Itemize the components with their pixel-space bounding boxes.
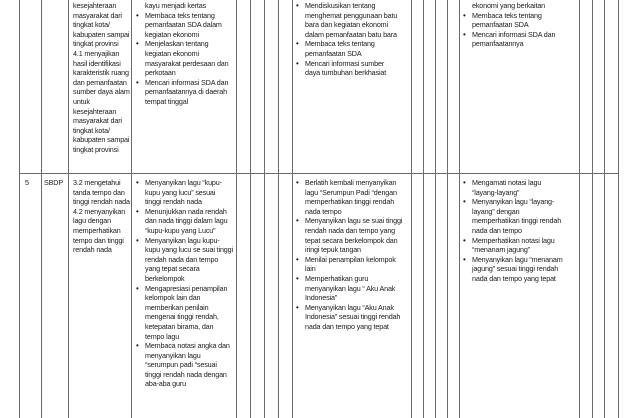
subject-name: SBDP [44,178,63,187]
sbdp-kegiatan-cell [296,178,410,332]
cell-text-line: tingkat kota/ [73,20,110,30]
cell-text-line: sumber daya alam [73,87,130,97]
cell-text-line: dan pemanfaatan [73,77,127,87]
cell-text-line: 4.2 menyanyikan [73,206,126,216]
cell-text-line: • Membaca teks tentang [472,10,542,20]
cell-text-line: pemanfaatannya di daerah [145,87,227,97]
cell-text-line: masyarakat dari [73,116,122,126]
cell-text-line: tingkat provinsi [73,39,119,49]
bullet-item [136,39,236,77]
cell-text-line: ketepatan birama, dan [145,321,214,331]
cell-text-line: karakteristik ruang [73,68,129,78]
cell-text-line: daya tumbuhan berkhasiat [305,68,387,78]
cell-text-line: • Mencari informasi SDA dan [145,77,229,87]
cell-text-line: 4.1 menyajikan [73,48,120,58]
cell-text-line: • Mengapresiasi penampilan [145,283,228,293]
cell-text-line: memperhatikan tinggi rendah [472,216,562,226]
cell-text-line: tinggi rendah nada dengan [145,369,227,379]
cell-text-line: pemanfaatan SDA [305,48,362,58]
continuation-text [136,1,236,11]
cell-text-line: nada dan tempo [472,225,522,235]
upper-last-cell [463,1,578,49]
col-border [604,0,605,418]
cell-text-line: • Menyanyikan lagu “Aku Anak [305,302,394,312]
cell-text-line: kegiatan ekonomi [145,29,199,39]
bullet-item [136,178,236,207]
col-border [131,0,132,418]
cell-text-line: memperhatikan [73,225,121,235]
cell-text-line: Indonesia” sesuai tinggi rendah [305,312,401,322]
cell-text-line: iringi tepuk tangan [305,245,361,255]
row-border [19,173,619,174]
upper-materi-cell [136,1,236,107]
cell-text-line: • Membaca notasi angka dan [145,341,230,351]
cell-text-line: dan nada tinggi dalam lagu [145,216,228,226]
cell-text-line: kegiatan ekonomi [145,48,199,58]
cell-text-line: kesejahteraan [73,1,117,10]
cell-text-line: tinggi rendah nada [73,197,130,207]
cell-text-line: untuk [73,96,90,106]
cell-text-line: • Menyanyikan lagu “layang- [472,197,555,207]
bullet-item [296,59,410,78]
cell-text-line: rendah nada dan tempo yang [305,225,396,235]
bullet-item [136,11,236,40]
bullet-item [136,341,236,389]
cell-text-line: tempo lagu [145,331,180,341]
cell-text-line: • Menyanyikan lagu se suai tinggi [305,216,403,226]
col-border [579,0,580,418]
cell-text-line: 3.2 mengetahui [73,178,121,187]
col-border [68,0,69,418]
cell-text-line: memperhatikan tinggi rendah [305,197,395,207]
bullet-list [463,1,578,49]
col-border [423,0,424,418]
row-number: 5 [25,178,29,187]
bullet-item [296,274,410,303]
cell-text-line: masyarakat dari [73,10,122,20]
bullet-list [136,1,236,107]
cell-text-line: • Membaca teks tentang [145,10,215,20]
cell-text-line: perkotaan [145,68,176,78]
bullet-item [463,11,578,30]
cell-text-line: berkelompok [145,273,185,283]
cell-text-line: • Menyanyikan lagu kupu- [145,235,220,245]
cell-text-line: nada dan tempo yang tepat [305,321,389,331]
sbdp-last-cell [463,178,578,284]
continuation-text [463,1,578,11]
sbdp-kd-cell [73,178,130,255]
cell-text-line: nada tempo [305,206,342,216]
col-border [264,0,265,418]
bullet-item [296,178,410,216]
bullet-item [136,78,236,107]
cell-text-line: pemanfaatan SDA dalam [145,20,222,30]
bullet-list [296,178,410,332]
cell-text-line: • Berlatih kembali menyanyikan [305,178,397,187]
cell-text-line: lagu “Serumpun Padi “dengan [305,187,397,197]
cell-text-line: “menanam jagung” [472,245,530,255]
cell-text-line: tingkat provinsi [73,144,119,154]
cell-text-line: “layang-layang” [472,187,520,197]
cell-text-line: “kupu-kupu yang Lucu” [145,225,216,235]
cell-text-line: rendah nada [73,245,112,255]
cell-text-line: layang” dengan [472,206,520,216]
cell-text-line: mengenai tinggi rendah, [145,312,219,322]
cell-text-line: memberikan penilain [145,302,209,312]
bullet-item [296,39,410,58]
col-border [250,0,251,418]
cell-text-line: • Menunjukkan nada rendah [145,206,227,216]
cell-text-line: tanda tempo dan [73,187,125,197]
cell-text-line: • Membaca teks tentang [305,39,375,49]
cell-text-line: aba-aba guru [145,379,186,389]
col-border [292,0,293,418]
bullet-item [136,284,236,342]
bullet-item [136,207,236,236]
bullet-list [463,178,578,284]
bullet-list [136,178,236,389]
col-border [236,0,237,418]
bullet-item [296,303,410,332]
cell-text-line: tempo dan tinggi [73,235,124,245]
cell-text-line: dalam pemanfaatan batu bara [305,29,397,39]
cell-text-line: nada dan tempo yang tepat [472,273,556,283]
cell-text-line: tepat secara berkelompok dan [305,235,398,245]
col-border [411,0,412,418]
cell-text-line: Indonesia” [305,293,338,303]
cell-text-line: tinggi rendah nada [145,197,202,207]
bullet-item [463,178,578,197]
cell-text-line: • Memperhatikan notasi lagu [472,235,555,245]
cell-text-line: rendah nada dan tempo [145,254,219,264]
cell-text-line: tempat tinggal [145,96,189,106]
cell-text-line: menyanyikan lagu “ Aku Anak [305,283,396,293]
cell-text-line: lagu dengan [73,216,111,226]
bullet-item [296,255,410,274]
bullet-list [296,1,410,78]
cell-text-line: • Mengamati notasi lagu [472,178,542,187]
upper-kegiatan-cell [296,1,410,78]
col-border [41,0,42,418]
bullet-item [136,236,236,284]
cell-text-line: • Memperhatikan guru [305,273,369,283]
cell-text-line: masyarakat perdesaan dan [145,58,229,68]
cell-text-line: • Menilai penampilan kelompok [305,254,396,264]
bullet-item [296,1,410,39]
cell-text-line: • Mencari informasi sumber [305,58,385,68]
col-border [592,0,593,418]
bullet-item [296,216,410,254]
cell-text-line: bara dan kegiatan ekonomi [305,20,388,30]
cell-text-line: pemanfaatan SDA [472,20,529,30]
sbdp-materi-cell [136,178,236,389]
cell-text-line: • Mencari informasi SDA dan [472,29,556,39]
cell-text-line: pemanfaatannya [472,39,524,49]
upper-kd-cell [73,1,130,155]
bullet-item [463,255,578,284]
cell-text-line: ekonomi yang berkaitan [472,1,546,10]
col-border [435,0,436,418]
cell-text-line: kupu yang lucu se suai tinggi [145,245,233,255]
cell-text-line: kabupaten sampai [73,135,130,145]
cell-text-line: kesejahteraan [73,106,117,116]
cell-text-line: • Menyanyikan lagu “kupu- [145,178,222,187]
col-border [19,0,20,418]
cell-text-line: • Menjelaskan tentang [145,39,209,49]
cell-text-line: menghemat penggunaan batu [305,10,398,20]
cell-text-line: “serumpun padi “sesuai [145,360,217,370]
cell-text-line: kabupaten sampai [73,29,130,39]
cell-text-line: kayu menjadi kertas [145,1,207,10]
bullet-item [463,30,578,49]
cell-text-line: yang tepat secara [145,264,200,274]
cell-text-line: tingkat kota/ [73,125,110,135]
cell-text-line: jagung” sesuai tinggi rendah [472,264,559,274]
bullet-item [463,197,578,235]
cell-text-line: • Mendiskusikan tentang [305,1,376,10]
col-border [447,0,448,418]
cell-text-line: hasil identifikasi [73,58,121,68]
cell-text-line: menyanyikan lagu [145,350,201,360]
col-border [459,0,460,418]
cell-text-line: kelompok lain dan [145,293,201,303]
col-border [278,0,279,418]
col-border [618,0,619,418]
cell-text-line: kupu yang lucu” sesuai [145,187,216,197]
cell-text-line: • Menyanyikan lagu “menanam [472,254,563,264]
bullet-item [463,236,578,255]
cell-text-line: lain [305,264,316,274]
